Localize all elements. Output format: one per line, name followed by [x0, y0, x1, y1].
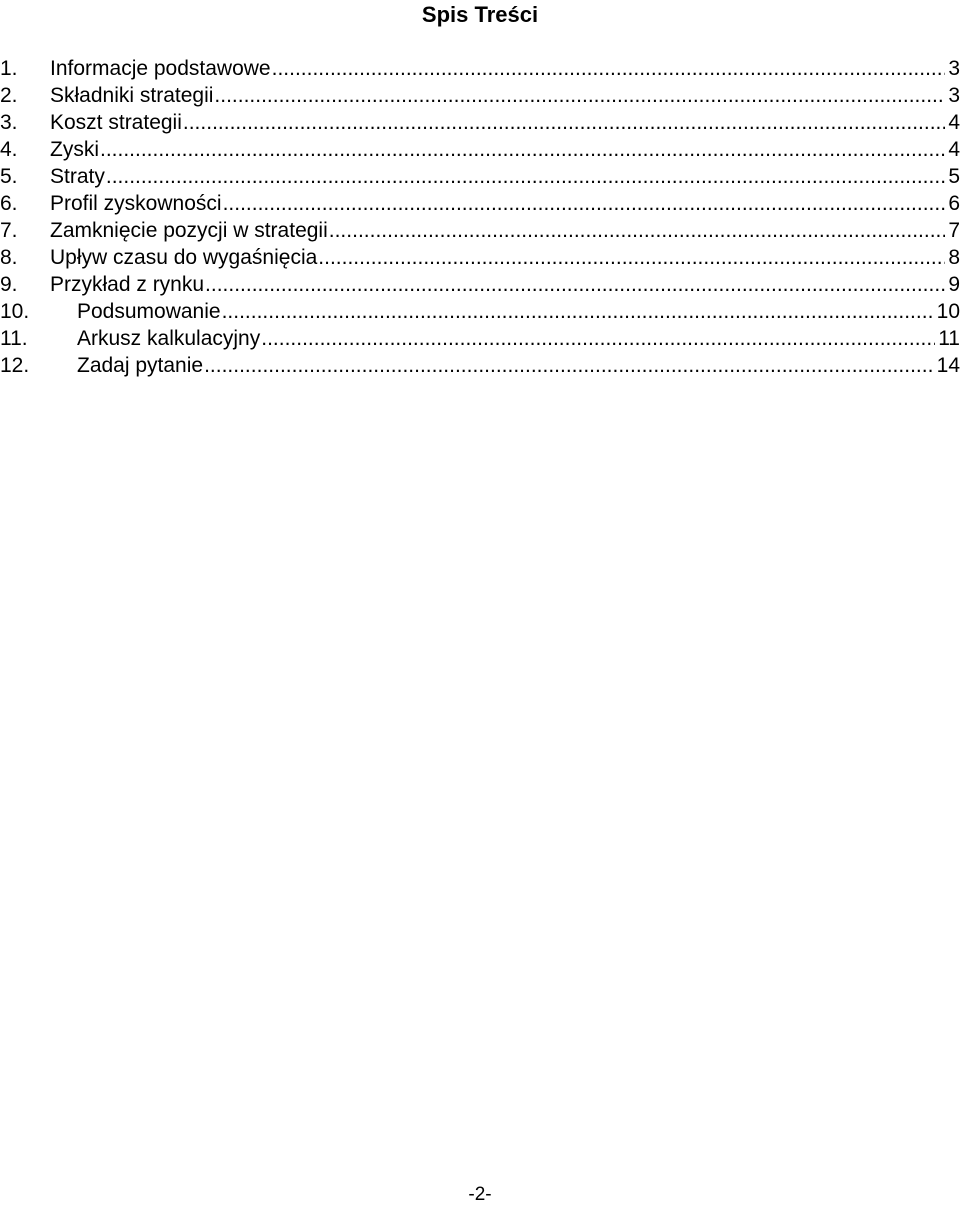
- toc-dot-leader: [261, 325, 935, 352]
- toc-entry-label: Podsumowanie: [77, 300, 221, 323]
- toc-dot-leader: [214, 82, 945, 109]
- toc-entry-arkusz-kalkulacyjny[interactable]: [0, 325, 960, 352]
- toc-entry-page: 3: [948, 57, 960, 80]
- toc-entry-page: 9: [948, 273, 960, 296]
- toc-dot-leader: [205, 271, 945, 298]
- toc-dot-leader: [222, 298, 934, 325]
- toc-entry-page: 7: [948, 219, 960, 242]
- toc-entry-zadaj-pytanie[interactable]: [0, 352, 960, 379]
- toc-dot-leader: [106, 163, 945, 190]
- toc-entry-label: Zadaj pytanie: [77, 354, 204, 377]
- toc-entry-label: Upływ czasu do wygaśnięcia: [50, 246, 318, 269]
- toc-entry-page: 6: [948, 192, 960, 215]
- toc-entry-profil-zyskownosci[interactable]: [0, 190, 960, 217]
- toc-entry-number: 9.: [0, 273, 18, 296]
- toc-entry-number: 12.: [0, 354, 30, 377]
- toc-entry-number: 3.: [0, 111, 18, 134]
- toc-dot-leader: [329, 217, 946, 244]
- toc-entry-label: Zyski: [50, 138, 99, 161]
- toc-entry-page: 8: [948, 246, 960, 269]
- toc-entry-page: 3: [948, 84, 960, 107]
- toc-entry-label: Arkusz kalkulacyjny: [77, 327, 261, 350]
- page-title: Spis Treści: [421, 2, 539, 27]
- toc-entry-number: 1.: [0, 57, 18, 80]
- toc-dot-leader: [318, 244, 945, 271]
- toc-entry-number: 7.: [0, 219, 18, 242]
- toc-entry-label: Straty: [50, 165, 105, 188]
- toc-entry-przyklad-z-rynku[interactable]: [0, 271, 960, 298]
- toc-entry-number: 8.: [0, 246, 18, 269]
- toc-entry-label: Informacje podstawowe: [50, 57, 271, 80]
- table-of-contents: [0, 55, 960, 379]
- toc-entry-label: Profil zyskowności: [50, 192, 222, 215]
- toc-entry-number: 4.: [0, 138, 18, 161]
- toc-entry-skladniki-strategii[interactable]: [0, 82, 960, 109]
- toc-dot-leader: [204, 352, 934, 379]
- toc-entry-label: Składniki strategii: [50, 84, 214, 107]
- toc-entry-page: 5: [948, 165, 960, 188]
- toc-entry-label: Zamknięcie pozycji w strategii: [50, 219, 328, 242]
- toc-entry-number: 6.: [0, 192, 18, 215]
- toc-entry-number: 5.: [0, 165, 18, 188]
- toc-entry-label: Koszt strategii: [50, 111, 182, 134]
- toc-entry-number: 11.: [0, 327, 28, 350]
- page-number: -2-: [468, 1184, 492, 1205]
- toc-dot-leader: [100, 136, 945, 163]
- toc-dot-leader: [272, 55, 946, 82]
- toc-entry-informacje-podstawowe[interactable]: [0, 55, 960, 82]
- toc-entry-zyski[interactable]: [0, 136, 960, 163]
- toc-entry-page: 4: [948, 138, 960, 161]
- toc-entry-page: 4: [948, 111, 960, 134]
- toc-entry-podsumowanie[interactable]: [0, 298, 960, 325]
- toc-entry-uplyw-czasu[interactable]: [0, 244, 960, 271]
- toc-entry-page: 14: [936, 354, 960, 377]
- toc-entry-number: 2.: [0, 84, 18, 107]
- toc-entry-straty[interactable]: [0, 163, 960, 190]
- toc-entry-zamkniecie-pozycji[interactable]: [0, 217, 960, 244]
- toc-entry-number: 10.: [0, 300, 30, 323]
- toc-entry-koszt-strategii[interactable]: [0, 109, 960, 136]
- toc-dot-leader: [183, 109, 945, 136]
- toc-entry-page: 10: [936, 300, 960, 323]
- toc-entry-label: Przykład z rynku: [50, 273, 205, 296]
- toc-dot-leader: [223, 190, 946, 217]
- toc-entry-page: 11: [938, 327, 960, 350]
